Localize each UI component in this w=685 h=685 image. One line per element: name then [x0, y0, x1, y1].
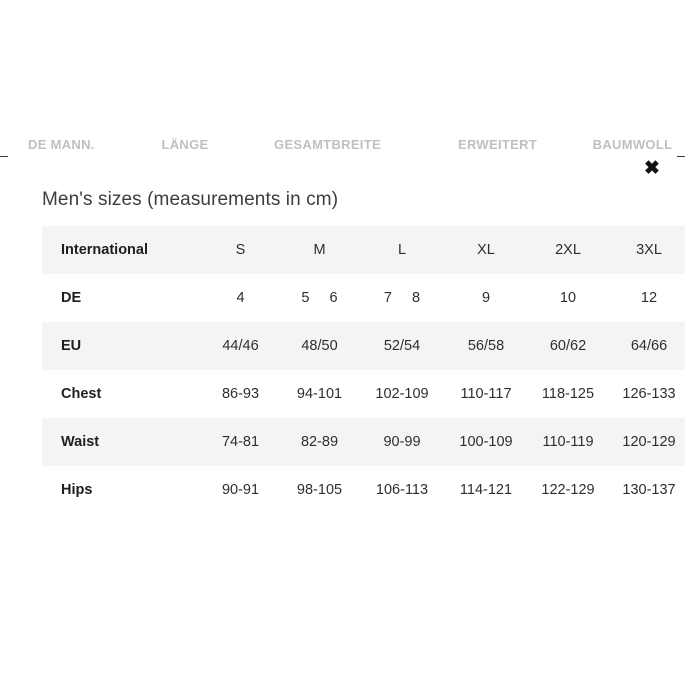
- column-header-2xl: 2XL: [555, 242, 581, 258]
- cell-de-m: [280, 274, 359, 322]
- cell-eu-3xl: 64/66: [630, 338, 668, 354]
- cell-eu-l: 52/54: [383, 338, 421, 354]
- cell-waist-xl: 100-109: [459, 434, 513, 450]
- table-row: [42, 466, 685, 514]
- table-row: [42, 418, 685, 466]
- cell-de-2xl: 10: [559, 290, 577, 306]
- background-header-cell-5: BAUMWOLL: [592, 136, 673, 152]
- row-label-chest: Chest: [61, 386, 102, 402]
- cell-chest-l: 102-109: [375, 386, 429, 402]
- background-header-cell-3: GESAMTBREITE: [274, 136, 381, 152]
- cell-chest-s: 86-93: [221, 386, 260, 402]
- cell-de-m-values: [280, 290, 359, 306]
- size-chart-modal: [8, 156, 677, 526]
- column-header-international: International: [61, 242, 149, 258]
- table-head: [42, 226, 685, 274]
- column-header-l: L: [397, 242, 407, 258]
- cell-de-s: 4: [236, 290, 245, 306]
- cell-hips-l: 106-113: [375, 482, 429, 498]
- cell-hips-m: 98-105: [296, 482, 343, 498]
- cell-waist-m: 82-89: [300, 434, 339, 450]
- cell-chest-2xl: 118-125: [541, 386, 595, 402]
- cell-de-l-values: [359, 290, 445, 306]
- cell-hips-s: 90-91: [221, 482, 260, 498]
- table-header-row: [42, 226, 685, 274]
- cell-hips-3xl: 130-137: [622, 482, 676, 498]
- background-header-cell-1: DE MANN.: [28, 136, 95, 152]
- cell-chest-m: 94-101: [296, 386, 343, 402]
- cell-eu-2xl: 60/62: [549, 338, 587, 354]
- cell-de-3xl: 12: [640, 290, 658, 306]
- cell-waist-2xl: 110-119: [542, 434, 594, 450]
- row-label-eu: EU: [61, 338, 82, 354]
- column-header-s: S: [235, 242, 246, 258]
- column-header-m: M: [313, 242, 326, 258]
- cell-waist-s: 74-81: [221, 434, 260, 450]
- cell-de-m-value-1: 5: [301, 290, 310, 306]
- row-label-hips: Hips: [61, 482, 93, 498]
- column-header-xl: XL: [477, 242, 495, 258]
- background-header-cell-4: ERWEITERT: [457, 136, 538, 152]
- cell-de-l: [359, 274, 445, 322]
- row-label-waist: Waist: [61, 434, 100, 450]
- cell-de-l-value-2: 8: [412, 290, 421, 306]
- cell-hips-xl: 114-121: [459, 482, 513, 498]
- cell-eu-m: 48/50: [301, 338, 338, 354]
- cell-waist-3xl: 120-129: [622, 434, 676, 450]
- close-icon[interactable]: ✖: [639, 155, 665, 181]
- cell-chest-xl: 110-117: [460, 386, 512, 402]
- background-header-cell-2: LÄNGE: [161, 136, 209, 152]
- cell-chest-3xl: 126-133: [622, 386, 676, 402]
- table-row: [42, 370, 685, 418]
- cell-eu-s: 44/46: [222, 338, 259, 354]
- cell-hips-2xl: 122-129: [541, 482, 595, 498]
- row-label-de: DE: [61, 290, 82, 306]
- table-row: [42, 322, 685, 370]
- background-table-header: [0, 133, 685, 155]
- table-row: [42, 274, 685, 322]
- cell-waist-l: 90-99: [383, 434, 421, 450]
- cell-eu-xl: 56/58: [467, 338, 505, 354]
- cell-de-m-value-2: 6: [329, 290, 338, 306]
- size-chart-table: [42, 226, 685, 514]
- cell-de-l-value-1: 7: [383, 290, 392, 306]
- column-header-3xl: 3XL: [636, 242, 662, 258]
- table-body: [42, 274, 685, 514]
- page-title: Men's sizes (measurements in cm): [42, 189, 339, 210]
- cell-de-xl: 9: [481, 290, 491, 306]
